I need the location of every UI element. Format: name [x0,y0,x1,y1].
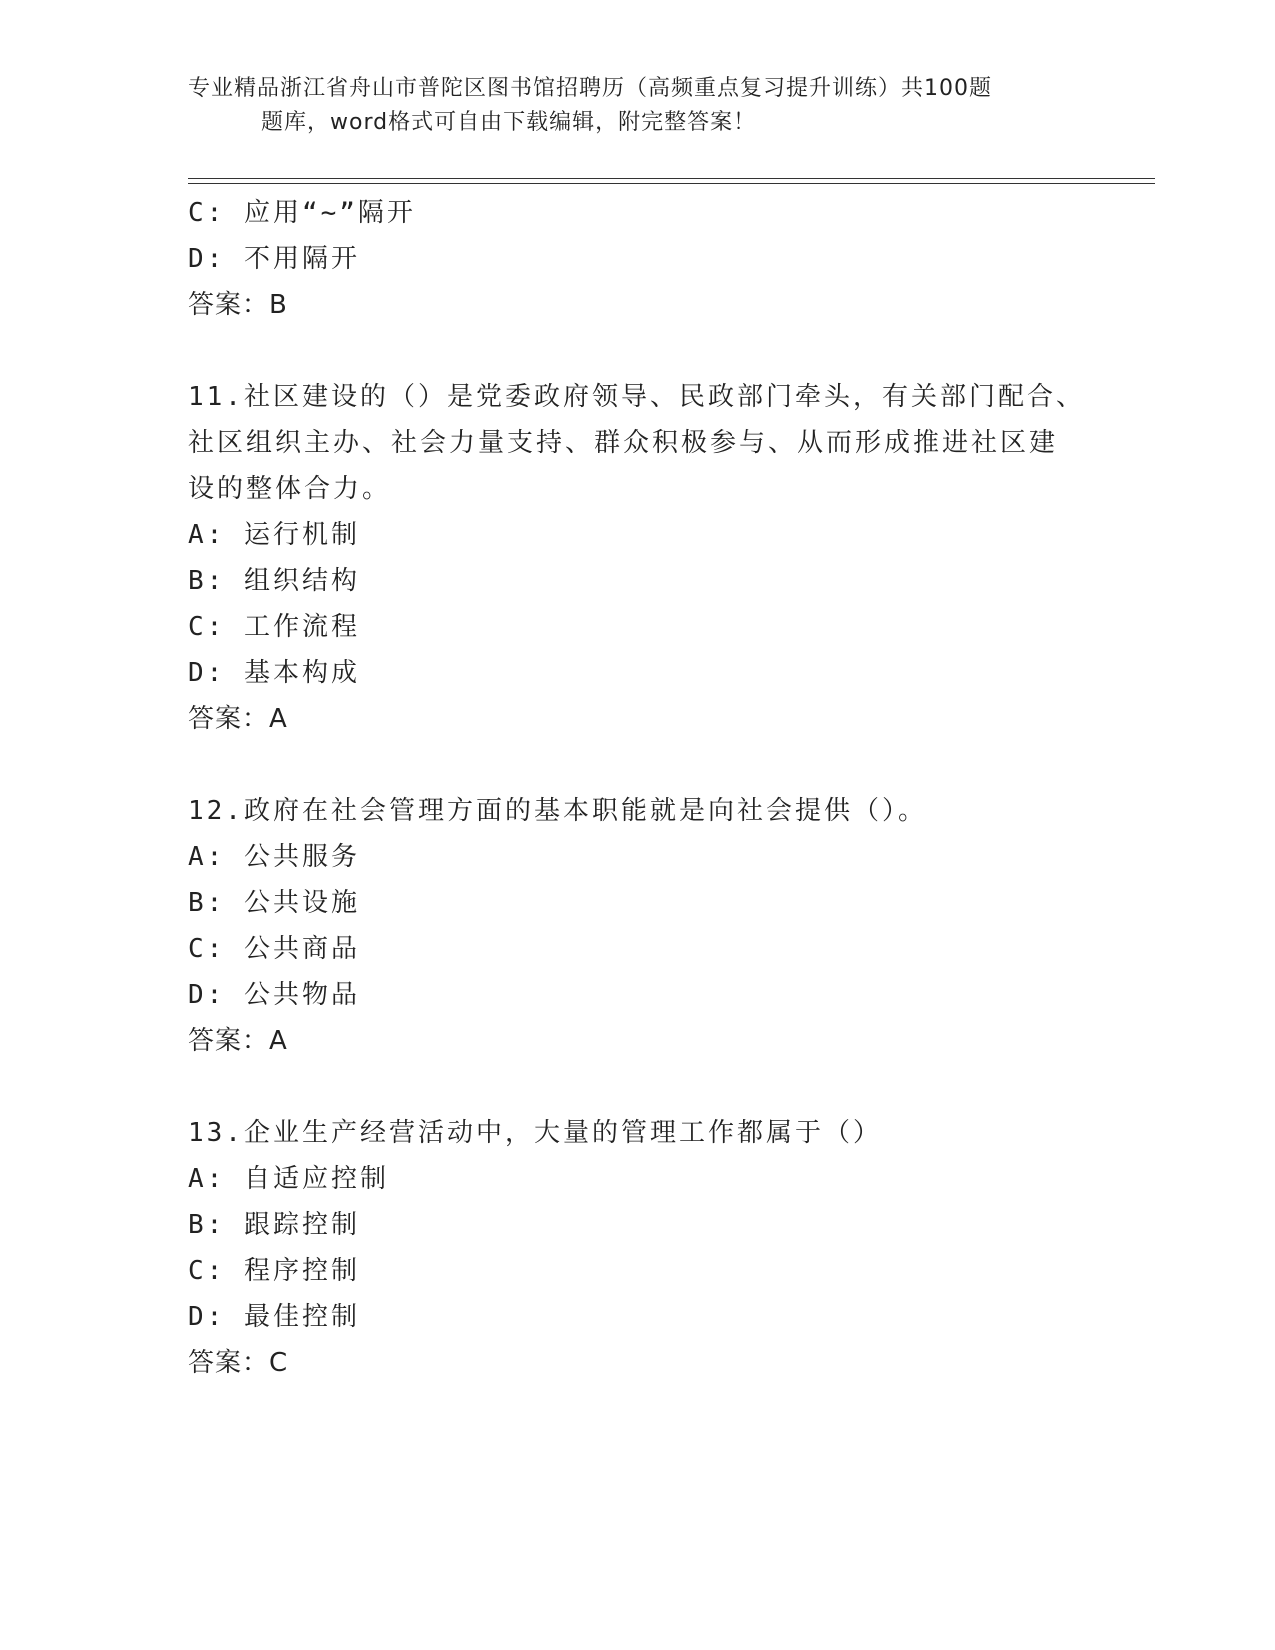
question-stem: 13.企业生产经营活动中，大量的管理工作都属于（） [188,1118,882,1148]
option-d: D: 基本构成 [188,658,360,688]
header-title-line-2: 题库，word格式可自由下载编辑，附完整答案！ [261,110,757,135]
question-stem: 设的整体合力。 [188,474,392,504]
option-a: A: 运行机制 [188,520,360,550]
option-d: D: 不用隔开 [188,244,360,274]
header-divider-top [188,178,1155,179]
question-stem: 12.政府在社会管理方面的基本职能就是向社会提供（）。 [188,796,927,826]
option-a: A: 自适应控制 [188,1164,389,1194]
option-b: B: 跟踪控制 [188,1210,360,1240]
question-content [188,190,1088,1386]
question-stem: 社区组织主办、社会力量支持、群众积极参与、从而形成推进社区建 [188,428,1059,458]
question-12 [188,788,1088,1064]
answer: 答案：C [188,1348,289,1378]
option-c: C: 公共商品 [188,934,360,964]
answer: 答案：A [188,704,288,734]
option-d: D: 公共物品 [188,980,360,1010]
previous-question-tail [188,190,1088,328]
header-title-line-1: 专业精品浙江省舟山市普陀区图书馆招聘历（高频重点复习提升训练）共100题 [188,76,992,101]
answer: 答案：B [188,290,288,320]
header-divider-bottom [188,183,1155,184]
option-d: D: 最佳控制 [188,1302,360,1332]
option-b: B: 公共设施 [188,888,360,918]
question-13 [188,1110,1088,1386]
option-a: A: 公共服务 [188,842,360,872]
question-11 [188,374,1088,742]
option-c: C: 工作流程 [188,612,360,642]
answer: 答案：A [188,1026,288,1056]
option-c: C: 应用“~”隔开 [188,198,416,228]
option-b: B: 组织结构 [188,566,360,596]
page-header [188,72,1068,140]
option-c: C: 程序控制 [188,1256,360,1286]
question-stem: 11.社区建设的（）是党委政府领导、民政部门牵头，有关部门配合、 [188,382,1085,412]
